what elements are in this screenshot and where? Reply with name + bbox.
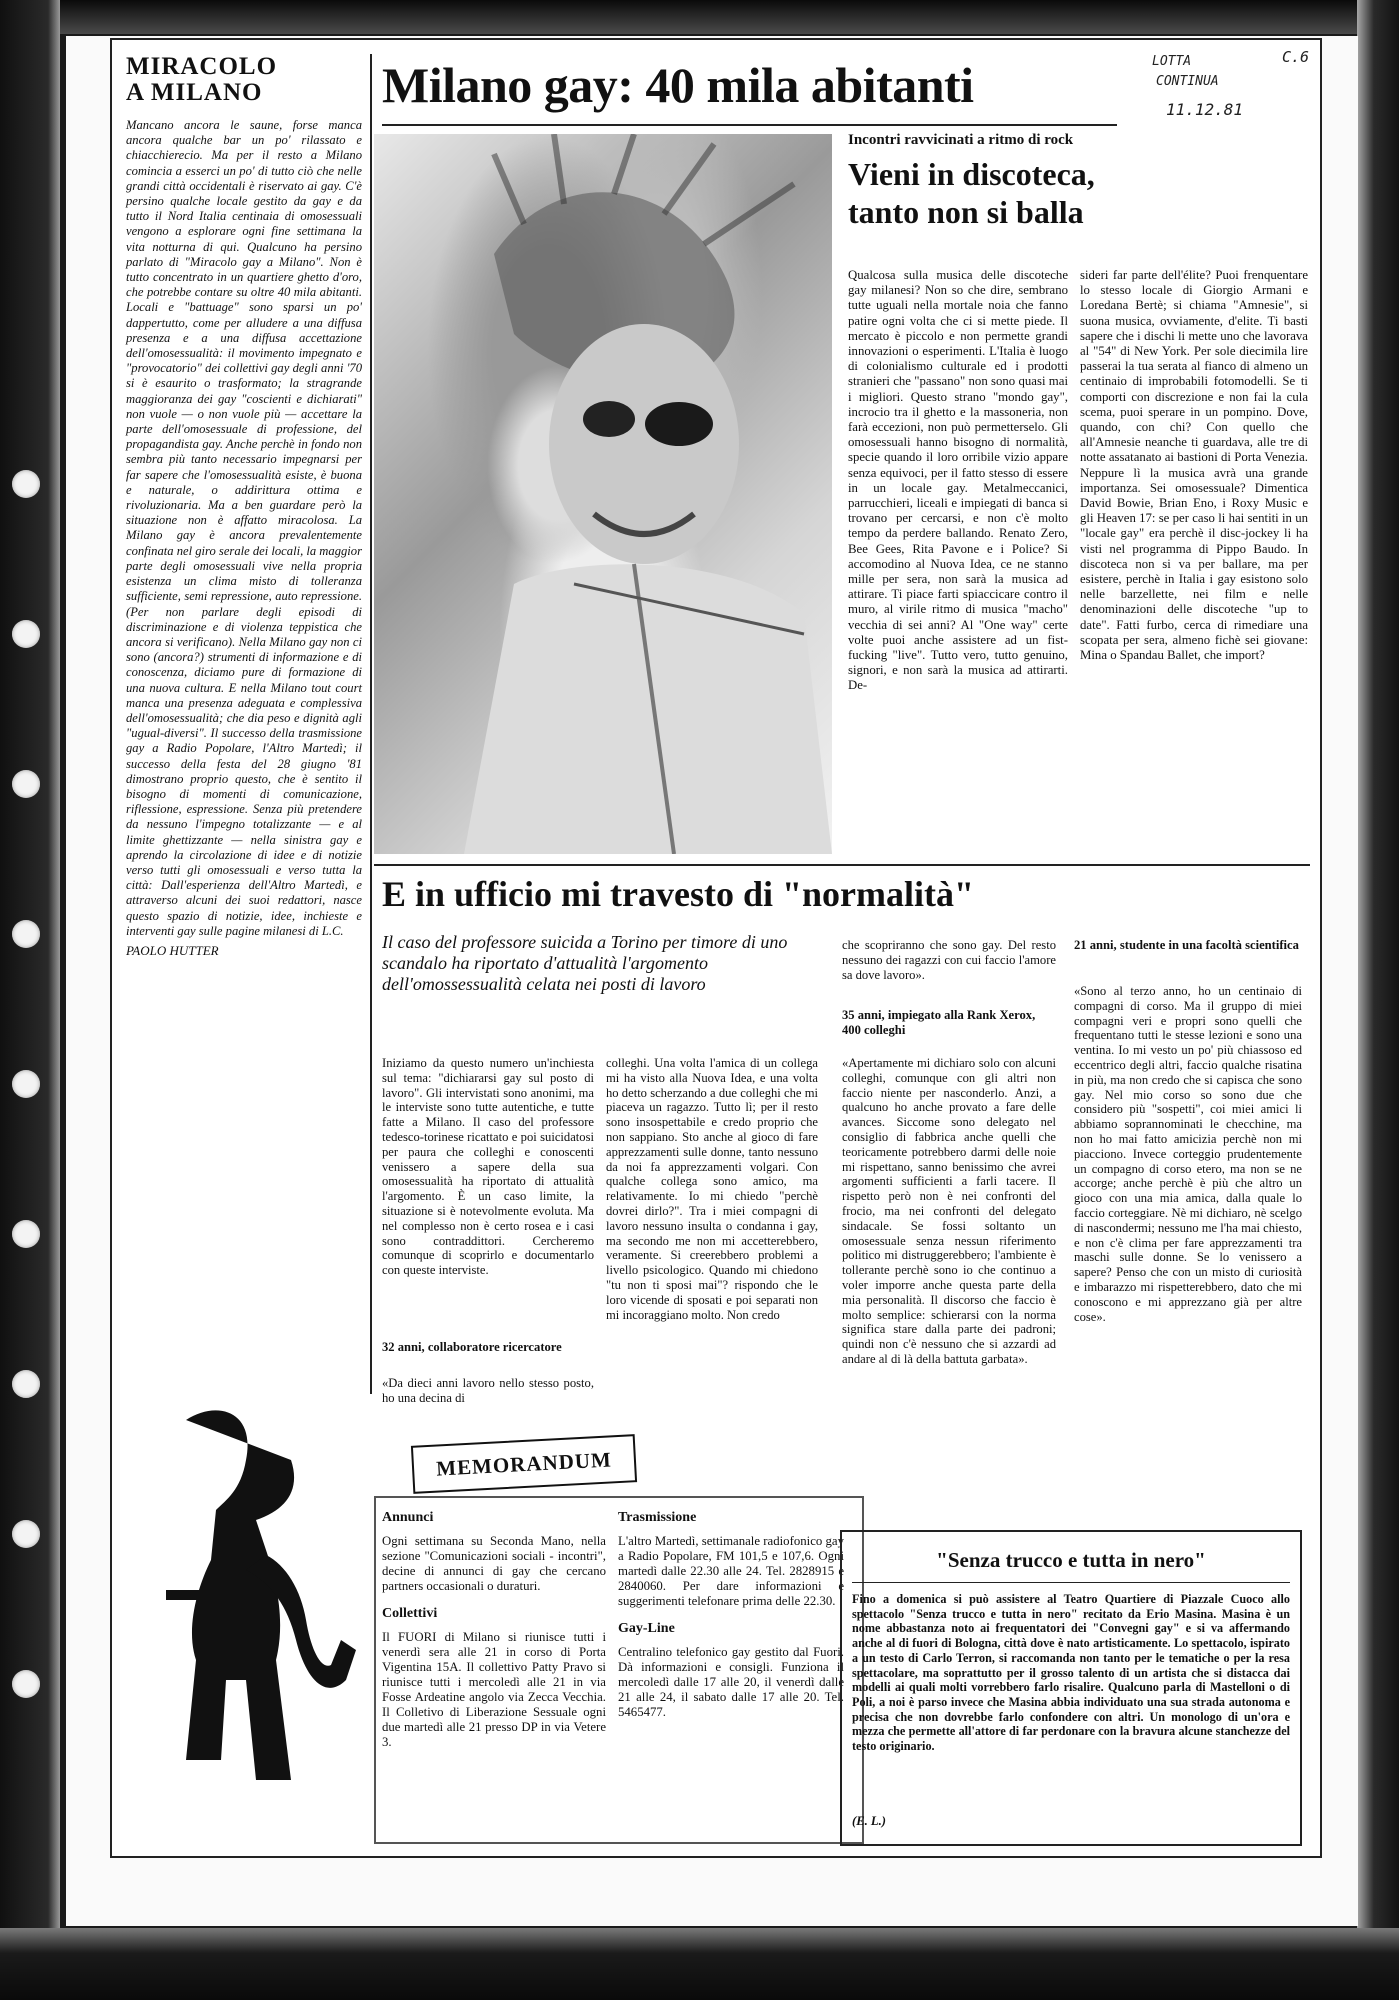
binder-hole [12,770,40,798]
office-headline: E in ufficio mi travesto di "normalità" [382,874,974,914]
sidebar-body: Mancano ancora le saune, forse manca ancora qualche bar un po' rilassato e chiacchierecio. Ma per il resto a Milano comincia a esserci un po' di tutto ciò che nelle grandi città occidentali è riservato ai gay. C'è persino qualche locale gestito da gay e da tutto il Nord Italia centinaia di omosessuali vengono a esplorare ogni fine settimana la vita notturna di qui. Qualcuno ha persino parlato di "Miracolo gay a Milano". Non è tutto concentrato in un quartiere ghetto d'oro, che potrebbe contare su oltre 40 mila abitanti. Locali e "battuage" sono sparsi un po' dappertutto, come per alludere a una diffusa presenza e a una diffusa accettazione dell'omosessualità: il movimento impegnato e "provocatorio" dei collettivi gay degli anni '70 si è esaurito o trasformato; la stragrande maggioranza dei gay "coscienti e dichiarati" non vuole — o non vuole più — accettare la parte dell'omosessuale di professione, del propagandista gay. Anche perchè in fondo non sembra più tanto necessario impegnarsi per far sapere che l'omosessualità esiste, è buona e naturale, o addirittura ottima e rivoluzionaria. Ma a ben guardare però la situazione non è affatto miracolosa. La Milano gay è ancora prevalentemente confinata nel giro serale dei locali, la maggior parte degli omosessuali vive nella propria esistenza un clima misto di tolleranza sufficiente, semi repressione, auto repressione. (Per non parlare degli episodi di discriminazione e di violenza teppistica che ancora si verificano). Nella Milano gay non ci sono (ancora?) strumenti di informazione e di conoscenza, diciamo pure di formazione di una nuova cultura. E nella Milano tout court manca una presenza adeguata e complessiva dell'omosessualità; che dia peso e dignità agli "ugual-diversi". Il successo della trasmissione gay a Radio Popolare, l'Altro Martedì; il successo della festa del 28 giugno '81 dimostrano proprio questo, che è sentito il bisogno di momenti di comunicazione, riflessione, espressione. Senza più pretendere da nessuno l'impegno totalizzante — e al limite ghettizzante — nella sinistra gay e aprendo la circolazione di idee e di notizie verso tutti gli omosessuali e verso tutta la città: Dall'esperienza dell'Altro Martedì, e attraverso alcuni dei suoi redattori, nasce questo spazio di notizie, idee, inchieste e interventi gay sulle pagine milanesi di L.C. [126,118,362,938]
column-rule [370,54,372,1394]
binder-hole [12,1070,40,1098]
binder-hole [12,1220,40,1248]
sidebar-title [126,54,362,106]
disco-title [848,155,1308,231]
theatre-body: Fino a domenica si può assistere al Teatro Quartiere di Piazzale Cuoco allo spettacolo "Senza trucco e tutta in nero" recitato da Erio Masina. Masina è un nome abbastanza noto ai frequentatori dei "Convegni gay" e si va affermando anche al di fuori di Bologna, città dove è nato artisticamente. Lo spettacolo, ispirato a un testo di Carlo Terron, si raccomanda non tanto per le tematiche o per la resa spettacolare, ma soprattutto per il grosso talento di un artista che si distacca dai modelli ai quali molti vorrebbero farlo risalire. Qualcuno parla di Mastelloni o di Poli, a noi è parso invece che Masina abbia individuato una sua strada autonoma e precisa che non dovrebbe farlo confondere con altri. Un monologo di un'ora e mezza che permette all'attore di far perdonare con la bravura alcune stanchezze del testo originario. [852,1592,1290,1754]
binder-hole [12,1370,40,1398]
saxophone-player-illustration [126,1400,366,1800]
scan-border-top [0,0,1399,34]
office-deck: Il caso del professore suicida a Torino per timore di uno scandalo ha riportato d'attualità l'argomento dell'omossessualità celata nei posti di lavoro [382,932,788,994]
theatre-signature: (E. L.) [852,1814,886,1828]
binder-hole [12,470,40,498]
binder-hole [12,1670,40,1698]
office-interviewee-1: 32 anni, collaboratore ricercatore [382,1340,562,1354]
note-line1: LOTTA [1152,54,1192,69]
binder-edge [0,0,60,2000]
section-rule [374,864,1310,866]
performer-photo [374,134,832,854]
disco-title-line2: tanto non si balla [848,194,1084,230]
scan-border-bottom [0,1928,1399,2000]
office-column-1: Iniziamo da questo numero un'inchiesta sul tema: "dichiararsi gay sul posto di lavoro". Gli intervistati sono anonimi, ma le interviste sono tutte autentiche, e tutte fatte a Milano. Il caso del professore tedesco-torinese ricattato e poi suicidatosi per paura che colleghi e conoscenti venissero a sapere della sua omosessualità ha riportato di attualità l'argomento. È un caso limite, la situazione si è notevolmente evoluta. Ma nel complesso non è certo rosea e i casi sono contraddittori. Cercheremo comunque di scoprirlo e documentarlo con queste interviste. [382,1056,594,1278]
memo-collettivi-body: Il FUORI di Milano si riunisce tutti i venerdì sera alle 21 in corso di Porta Vigentina 15A. Il collettivo Patty Pravo si riunisce tutti i mercoledì alle 21 in via Fosse Ardeatine angolo via Zecca Vecchia. Il Colletivo di Liberazione Sessuale ogni due martedì alle 21 presso DP in via Vetere 3. [382,1630,606,1749]
memo-trasmissione-body: L'altro Martedì, settimanale radiofonico gay a Radio Popolare, FM 101,5 e 107,6. Ogni martedì dalle 22.30 alle 24. Tel. 2828915 e 2840060. Per dare informazioni e suggerimenti telefonare prima delle 22.30. [618,1534,844,1608]
office-interviewee-2: 35 anni, impiegato alla Rank Xerox, 400 colleghi [842,1008,1036,1037]
memorandum-label-text: MEMORANDUM [435,1446,613,1481]
binder-hole [12,620,40,648]
main-headline: Milano gay: 40 mila abitanti [382,57,974,113]
office-column-3: «Apertamente mi dichiaro solo con alcuni colleghi, comunque con gli altri non faccio niente per nasconderlo. Anzi, a qualcuno ho anche provato a fare delle avances. Siccome sono delegato nel consiglio di fabbrica anche quelli che teoricamente potrebbero darmi delle noie mi rispettano, sanno benissimo che avrei argomenti sufficienti a farli tacere. Il rispetto però non è nei confronti del frocio, ma nei confronti del delegato sindacale. Se fossi soltanto un omosessuale senza nessun riferimento politico mi distruggerebbero; l'ambiente è tollerante perchè sono io che continuo a voler imporre anche questa parte della mia personalità. Il discorso che faccio è molto semplice: schierarsi con la norma significa stare dalla parte dei padroni; quindi non c'è nessuno che si azzardi ad andare al di là della battuta garbata». [842,1056,1056,1366]
office-column-4: «Sono al terzo anno, ho un centinaio di compagni di corso. Ma il gruppo di miei compagni veri e propri sono quelli che frequentano tutti le stesse lezioni e sono una ventina. Io mi vesto un po' più chiassoso ed eccentrico degli altri, faccio qualche risatina in più, ma non credo che si capisca che sono gay. Nel mio corso so sono due che considero più "sospetti", coi miei amici li abbiamo soprannominati le checchine, ma non ho mai fatto amicizia perchè non mi piacciono. Invece corteggio prudentemente un compagno di corso etero, ma non se ne accorge; anche perchè è più che altro un gioco con una mia amica, dalla quale lo faccio corteggiare. Nè mi dichiaro, nè scelgo di nascondermi; nessuno me l'ha mai chiesto, e non c'è clima per fare apprezzamenti tra maschi sulle donne. Se lo venissero a sapere? Penso che con un misto di curiosità e imbarazzo mi rispetterebbero, dato che mi conoscono e mi apprezzano già per altre cose». [1074,984,1302,1324]
note-code: C.6 [1282,48,1310,66]
newspaper-clipping [110,38,1322,1858]
memo-collettivi-heading: Collettivi [382,1606,438,1621]
memorandum-label [411,1434,637,1494]
headline-rule [382,124,1117,126]
handwritten-note [1152,48,1322,128]
office-interviewee-3: 21 anni, studente in una facoltà scientifica [1074,938,1299,952]
disco-article [848,132,1308,231]
theatre-rule [852,1582,1290,1583]
memo-annunci-heading: Annunci [382,1510,434,1525]
disco-column-2: sideri far parte dell'élite? Puoi frenquentare lo stesso locale di Giorgio Armani e Loredana Bertè; si chiama "Amnesie", si suona musica, ovviamente, d'elite. Ti basti sapere che i dischi li mette uno che lavorava al "54" di New York. Per sole diecimila lire passerai la tua serata al fianco di almeno un centinaio di improbabili fotomodelli. Se ti comporti con discrezione e non fai la cula scema, puoi sperare in un pompino. Dove, quando, con chi? Con quello che all'Amnesie neanche ti guardava, alle tre di notte assatanato ai bastioni di Porta Venezia. Neppure lì la musica avrà una grande importanza. Sei omosessuale? Dimentica David Bowie, Brian Eno, i Roxy Music e gli Heaven 17: se per caso li hai sentiti in un "locale gay" era perchè il disc-jockey li ha visti nel programma di Pippo Baudo. In discoteca non si va per ballare, ma per esistere, perchè in Italia i gay esistono solo nelle barzellette, nei film e nelle denominazioni delle discoteche "up to date". Fatti furbo, cerca di rimediare una scopata per sera, almeno fichè sei giovane: Mina o Spandau Ballet, che import? [1080,268,1308,663]
memo-gayline-body: Centralino telefonico gay gestito dal Fuori. Dà informazioni e consigli. Funziona il mercoledì dalle 17 alle 20, il venerdì dalle 21 alle 24, il sabato dalle 17 alle 20. Tel. 5465477. [618,1645,844,1719]
sidebar-byline: PAOLO HUTTER [126,942,219,958]
disco-kicker: Incontri ravvicinati a ritmo di rock [848,132,1074,148]
office-column-3a: che scopriranno che sono gay. Del resto nessuno dei ragazzi con cui faccio l'amore sa dove lavoro». [842,938,1056,982]
binder-hole [12,1520,40,1548]
disco-title-line1: Vieni in discoteca, [848,156,1095,192]
memo-trasmissione-heading: Trasmissione [618,1510,697,1525]
performer-photo-figure [374,134,832,854]
office-column-2: colleghi. Una volta l'amica di un collega mi ha visto alla Nuova Idea, e una volta ho detto scherzando a due colleghi che mi piaceva un ragazzo. Tutto lì; per il resto sono insospettabile e credo proprio che non sappiano. Sto anche al gioco di fare apprezzamenti sulle donne, tanto nessuno da noi fa apprezzamenti volgari. Con qualche collega sono amico, ma relativamente. Io mi chiedo "perchè dovrei dirlo?". Tra i miei compagni di lavoro nessuno insulta o condanna i gay, ma secondo me non mi accetterebbero, veramente. Si creerebbero problemi a livello psicologico. Quando mi chiedono "tu non ti sposi mai"? rispondo che le loro vicende di sposati e poi separati non mi incoraggiano molto. Non credo [606,1056,818,1322]
memo-column-1 [382,1510,606,1750]
memo-column-2 [618,1510,844,1720]
note-date: 11.12.81 [1166,100,1244,119]
sidebar-title-line2: A MILANO [126,79,263,106]
disco-column-1: Qualcosa sulla musica delle discoteche gay milanesi? Non so che dire, sembrano tutte uguali nella mortale noia che fanno patire ogni volta che ci si mette piede. Il mercato è piccolo e non permette grandi innovazioni o esperimenti. L'Italia è luogo di colonialismo culturale ed i prodotti stranieri che "passano" non sono quasi mai i migliori. Questo strano "mondo gay", incrocio tra il ghetto e la massoneria, non farà eccezioni, non può permetterselo. Gli omosessuali hanno bisogno di normalità, specie quando il loro orribile vizio appare senza equivoci, per il fatto stesso di essere in un locale gay. Metalmeccanici, parrucchieri, liceali e impiegati di banca si trovano per cercarsi, e non c'è molto tempo da perdere ballando. Renato Zero, Bee Gees, Rita Pavone e i Police? Si accomodino al Nuova Idea, ce ne stanno mille per sera, non sarà la musica ad attirare. Ti piace farti spiaccicare contro il muro, al virile ritmo di musica "macho" vecchia di sei anni? Al "One way" certe volte puoi anche assistere ad un fist-fucking "live". Tutto vero, tutto genuino, signori, e non sarà la musica ad attirarti. De- [848,268,1068,693]
binder-hole [12,920,40,948]
theatre-title: "Senza trucco e tutta in nero" [936,1548,1206,1572]
sidebar-title-line1: MIRACOLO [126,53,278,80]
sidebar-miracolo [126,54,362,959]
scan-border-right [1357,0,1399,2000]
memo-annunci-body: Ogni settimana su Seconda Mano, nella sezione "Comunicazioni sociali - incontri", decine di annunci di gay che cercano partners occasionali o duraturi. [382,1534,606,1593]
note-line2: CONTINUA [1156,74,1219,89]
memo-gayline-heading: Gay-Line [618,1621,675,1636]
office-column-1b: «Da dieci anni lavoro nello stesso posto, ho una decina di [382,1376,594,1405]
